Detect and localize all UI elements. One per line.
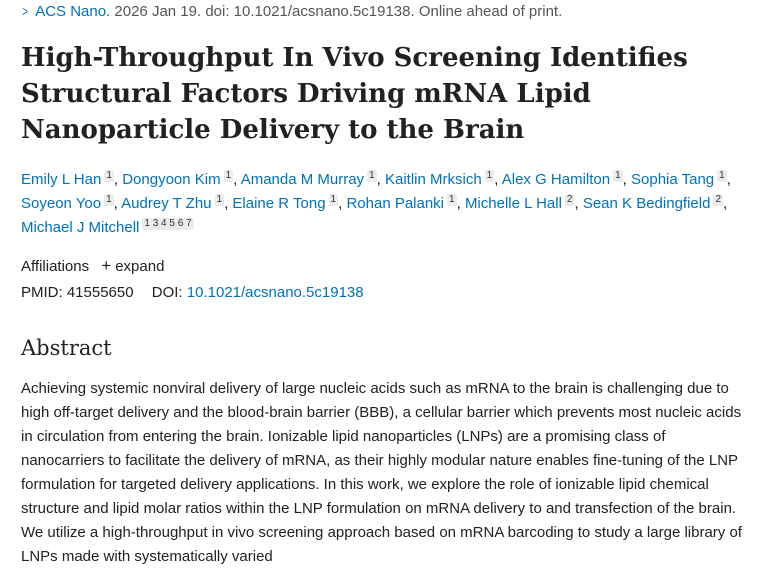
author-link[interactable]: Alex G Hamilton: [501, 171, 611, 188]
abstract-text: Achieving systemic nonviral delivery of large nucleic acids such as mRNA to the brain is challenging due to high off-target delivery and the blood-brain barrier (BBB), a cellular barrier which prevents most nucleic acids in circulation from entering the brain. Ionizable lipid nanoparticles (LNPs) are a promising class of nanocarriers to facilitate the delivery of mRNA, as their highly modular nature enables fine-tuning of the LNP formulation for targeted delivery applications. In this work, we explore the role of ionizable lipid chemical structure and lipid molar ratios within the LNP formulation on mRNA delivery to and transfection of the brain. We utilize a high-throughput in vivo screening approach based on mRNA barcoding to study a large library of LNPs made with systematically varied: [21, 380, 742, 565]
author-affiliation-sup[interactable]: 1: [615, 170, 621, 181]
author-item: Michelle L Hall 2 ,: [464, 194, 583, 212]
author-item: Amanda M Murray 1 ,: [240, 170, 385, 188]
author-link[interactable]: Sophia Tang: [631, 171, 715, 188]
expand-label: expand: [115, 258, 165, 275]
author-item: [21, 219, 194, 236]
author-item: Dongyoon Kim 1 ,: [122, 170, 241, 188]
author-link[interactable]: Sean K Bedingfield: [582, 195, 711, 212]
author-item: Elaine R Tong 1 ,: [232, 194, 347, 212]
author-link[interactable]: Soyeon Yoo: [21, 195, 102, 212]
author-affiliation-sup[interactable]: 1: [106, 194, 112, 205]
author-affiliation-sup[interactable]: 1: [369, 170, 375, 181]
author-affiliation-sup[interactable]: 1 3 4 5 6 7: [144, 218, 192, 229]
author-list: [21, 168, 741, 240]
citation-line: [21, 3, 562, 20]
affiliations-row: [21, 256, 164, 276]
author-affiliation-sup[interactable]: 1: [106, 170, 112, 181]
author-affiliation-sup[interactable]: 1: [719, 170, 725, 181]
author-affiliation-sup[interactable]: 1: [486, 170, 493, 181]
author-item: Emily L Han 1 ,: [21, 170, 123, 188]
pmid-label: PMID:: [21, 284, 63, 301]
author-item: Kaitlin Mrksich 1 ,: [384, 170, 502, 188]
author-affiliation-sup[interactable]: 1: [216, 194, 223, 205]
article-title: High-Throughput In Vivo Screening Identifies Structural Factors Driving mRNA Lipid Nanoparticle Delivery to the Brain: [21, 43, 688, 145]
author-link[interactable]: Elaine R Tong: [232, 195, 326, 212]
abstract-heading: Abstract: [21, 336, 112, 360]
chevron-right-icon[interactable]: >: [22, 3, 28, 19]
author-item: Soyeon Yoo 1 ,: [21, 194, 122, 212]
pmid-value[interactable]: 41555650: [66, 284, 134, 301]
author-link[interactable]: Emily L Han: [21, 171, 102, 188]
author-affiliation-sup[interactable]: 1: [330, 194, 337, 205]
citation-details: 2026 Jan 19. doi: 10.1021/acsnano.5c19138. Online ahead of print.: [114, 3, 563, 20]
author-link[interactable]: Dongyoon Kim: [122, 171, 221, 188]
affiliations-expand-button[interactable]: [101, 258, 164, 275]
author-affiliation-sup[interactable]: 2: [715, 194, 721, 205]
journal-link[interactable]: ACS Nano.: [35, 3, 111, 20]
author-item: Sophia Tang 1 ,: [631, 170, 731, 188]
author-item: Alex G Hamilton 1 ,: [501, 170, 632, 188]
affiliations-label: Affiliations: [21, 258, 90, 275]
author-link[interactable]: Audrey T Zhu: [121, 195, 212, 212]
author-affiliation-sup[interactable]: 1: [225, 170, 232, 181]
author-item: Rohan Palanki 1 ,: [346, 194, 465, 212]
doi-label: DOI:: [151, 284, 183, 301]
author-link[interactable]: Rohan Palanki: [346, 195, 445, 212]
author-link[interactable]: Michelle L Hall: [464, 195, 562, 212]
author-affiliation-sup[interactable]: 1: [449, 194, 455, 205]
author-link[interactable]: Kaitlin Mrksich: [384, 171, 482, 188]
author-link[interactable]: Michael J Mitchell: [21, 219, 140, 236]
author-item: Audrey T Zhu 1 ,: [121, 194, 233, 212]
author-item: Sean K Bedingfield 2 ,: [582, 194, 728, 212]
doi-link[interactable]: 10.1021/acsnano.5c19138: [186, 284, 364, 301]
identifiers-row: [21, 284, 364, 301]
author-link[interactable]: Amanda M Murray: [240, 171, 365, 188]
plus-icon: +: [101, 256, 112, 275]
author-affiliation-sup[interactable]: 2: [566, 194, 573, 205]
